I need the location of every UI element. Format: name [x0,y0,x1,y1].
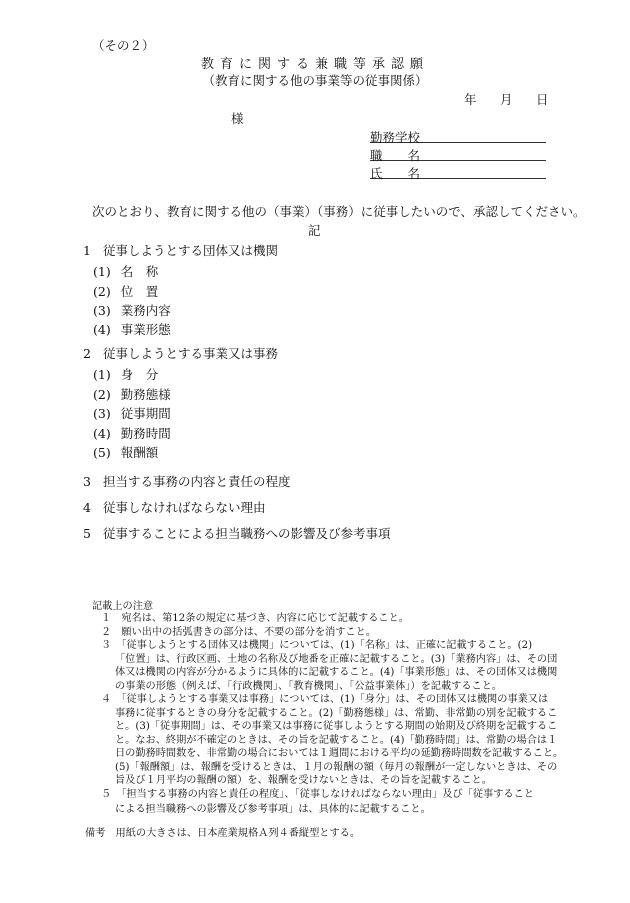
list-item: (1) 名 称 [93,264,159,279]
form-title: 教育に関する兼職等承認願 [200,57,429,72]
list-item: (3) 従事期間 [93,406,171,421]
section-number: 2 [83,346,91,361]
section-number: 5 [83,526,91,541]
date-day: 日 [536,92,549,107]
section-2 [83,344,278,362]
note-line: ５ 「担当する事務の内容と責任の程度」、「従事しなければならない理由」及び「従事すること [101,788,534,800]
section-title: 従事することによる担当職務への影響及び参考事項 [102,526,391,541]
form-variant: （その２） [92,38,155,53]
note-line: 体又は機関の内容が分かるように具体的に記載すること。(4)「事業形態」は、その団体又は機関 [115,667,558,678]
note-line: 日の勤務時間数を、非常勤の場合においては１週間における平均の延勤務時間数を記載すること。 [115,748,564,759]
note-line: と。なお、終期が不確定のときは、その旨を記載すること。(4)「勤務時間」は、常勤の場合は１ [115,734,558,746]
section-title: 従事しなければならない理由 [102,500,266,515]
note-line: ３ 「従事しようとする団体又は機関」については、(1)「名称」は、正確に記載すること。(2) [101,640,533,651]
note-line: 「位置」は、行政区画、土地の名称及び地番を正確に記載すること。(3)「業務内容」は、その団 [115,653,558,665]
request-text: 次のとおり、教育に関する他の（事業）（事務）に従事したいので、承認してください。 [92,204,586,219]
ki-label: 記 [308,223,321,238]
list-item: (1) 身 分 [93,367,159,382]
notes-body [87,611,627,821]
date-year: 年 [464,92,477,107]
post-field[interactable] [370,145,546,161]
list-item: (2) 位 置 [93,284,159,299]
list-item: (2) 勤務態様 [93,387,171,402]
note-line: による担当職務への影響及び参考事項」は、具体的に記載すること。 [115,804,431,815]
section-title: 従事しようとする事業又は事務 [102,346,278,361]
list-item: (4) 事業形態 [93,322,171,337]
list-item: (4) 勤務時間 [93,426,171,441]
name-label: 氏 名 [370,166,421,181]
note-line: と。(3)「従事期間」は、その事業又は事務に従事しようとする期間の始期及び終期を記載するこ [115,721,558,732]
name-field[interactable] [370,163,546,179]
section-number: 4 [83,500,91,515]
school-field[interactable] [370,127,546,143]
addressee-suffix: 様 [231,111,244,126]
note-line: １ 宛名は、第12条の規定に基づき、内容に応じて記載すること。 [101,613,409,624]
notes-heading: 記載上の注意 [92,601,154,612]
note-line: ４ 「従事しようとする事業又は事務」については、(1)「身分」は、その団体又は機関の事業又は [101,694,549,705]
note-line: (5)「報酬額」は、報酬を受けるときは、１月の報酬の額（毎月の報酬が一定しないときは、その [115,761,558,773]
note-line: ２ 願い出中の括弧書きの部分は、不要の部分を消すこと。 [101,626,377,638]
post-label: 職 名 [370,148,421,163]
list-item: (3) 業務内容 [93,303,171,318]
section-5 [83,524,390,542]
remark: 備考 用紙の大きさは、日本産業規格Ａ列４番縦型とする。 [85,827,361,839]
section-number: 3 [83,474,91,489]
date-month: 月 [500,92,513,107]
note-line: 事務に従事するときの身分を記載すること。(2)「勤務態様」は、常勤、非常勤の別を記載するこ [115,707,558,719]
section-4 [83,498,265,516]
note-line: の事業の形態（例えば、「行政機関」、「教育機関」、「公益事業体」）を記載すること。 [115,680,503,692]
section-3 [83,472,290,490]
form-subtitle: （教育に関する他の事業等の従事関係） [202,73,428,88]
list-item: (5) 報酬額 [93,445,159,460]
section-number: 1 [83,243,91,258]
section-title: 従事しようとする団体又は機関 [102,243,278,258]
section-1 [83,241,278,259]
school-label: 勤務学校 [370,130,421,145]
section-title: 担当する事務の内容と責任の程度 [102,474,291,489]
note-line: 旨及び１月平均の報酬の額）を、報酬を受けないときは、その旨を記載すること。 [115,775,492,786]
